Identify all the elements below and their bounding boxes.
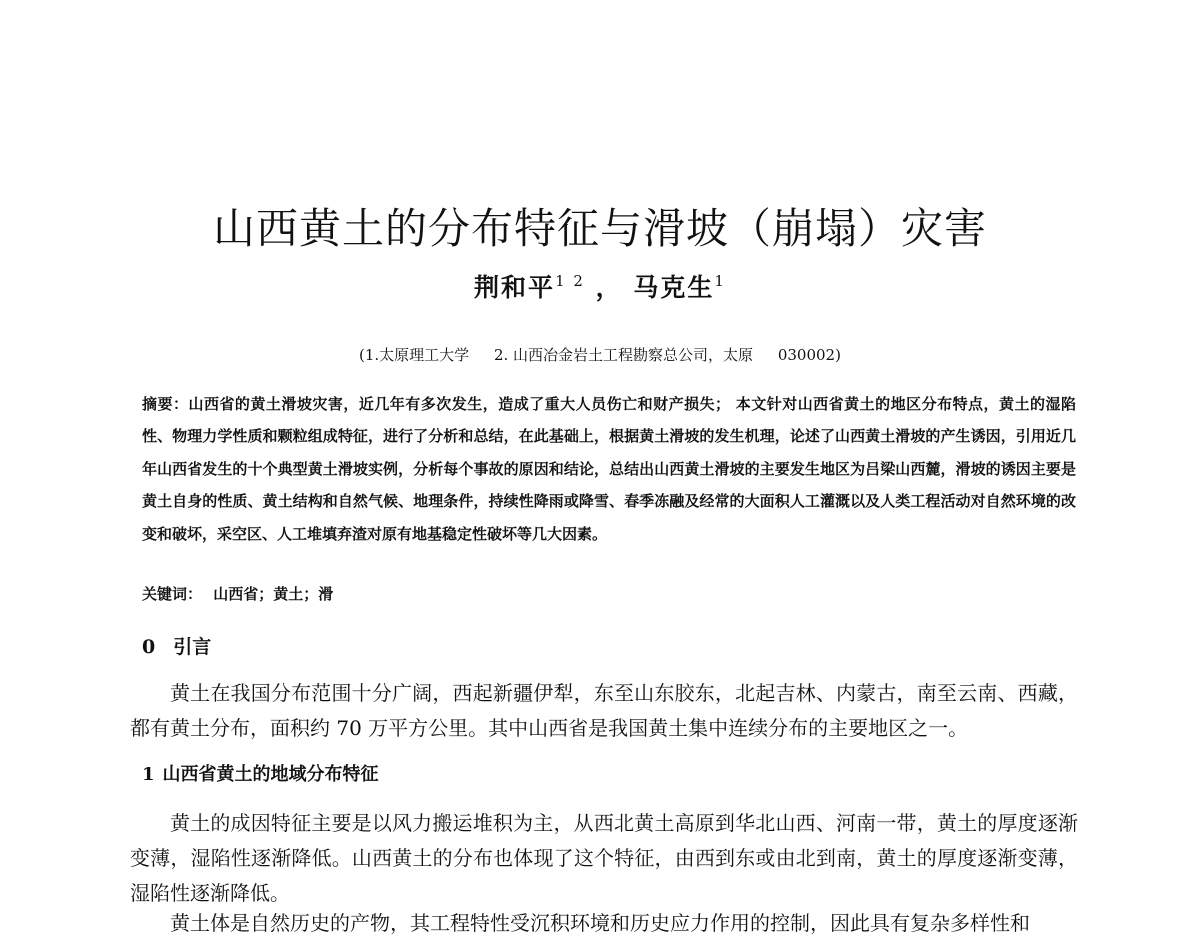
section-heading-distribution	[142, 760, 379, 786]
section-number: 0	[142, 636, 156, 658]
abstract	[142, 388, 1076, 550]
keywords-label: 关键词：	[142, 585, 203, 603]
section-number: 1	[142, 764, 155, 785]
author-separator: ，	[595, 273, 623, 302]
author-affil-sup: 1 2	[555, 272, 585, 290]
keywords-list: 山西省；黄土；滑	[213, 585, 334, 603]
section-title: 引言	[173, 636, 212, 658]
affiliation-2: 2. 山西冶金岩土工程勘察总公司，太原	[493, 346, 754, 364]
affiliation-line	[0, 344, 1200, 365]
author-line	[0, 268, 1200, 304]
author-name: 马克生	[633, 273, 715, 302]
keywords	[142, 583, 1076, 604]
body-paragraph: 黄土在我国分布范围十分广阔，西起新疆伊犁，东至山东胶东，北起吉林、内蒙古，南至云南、西藏，都有黄土分布，面积约 70 万平方公里。其中山西省是我国黄土集中连续分布的主要地区之一。	[130, 681, 1078, 740]
body-paragraph: 黄土的成因特征主要是以风力搬运堆积为主，从西北黄土高原到华北山西、河南一带，黄土的厚度逐渐变薄，湿陷性逐渐降低。山西黄土的分布也体现了这个特征，由西到东或由北到南，黄土的厚度逐渐变薄，湿陷性逐渐降低。	[130, 811, 1078, 905]
section-heading-intro	[142, 632, 211, 659]
paper-title: 山西黄土的分布特征与滑坡（崩塌）灾害	[212, 204, 987, 253]
body-paragraph: 黄土体是自然历史的产物，其工程特性受沉积环境和历史应力作用的控制，因此具有复杂多样性和	[170, 911, 1030, 935]
author-affil-sup: 1	[714, 272, 726, 290]
affiliation-1: (1.太原理工大学	[359, 346, 470, 364]
abstract-text: 山西省的黄土滑坡灾害，近几年有多次发生，造成了重大人员伤亡和财产损失； 本文针对山西省黄土的地区分布特点，黄土的湿陷性、物理力学性质和颗粒组成特征，进行了分析和总结，在此基础上，根据黄土滑坡的发生机理，论述了山西黄土滑坡的产生诱因，引用近几年山西省发生的十个典型黄土滑坡实例，分析每个事故的原因和结论，总结出山西黄土滑坡的主要发生地区为吕梁山西麓，滑坡的诱因主要是黄土自身的性质、黄土结构和自然气候、地理条件，持续性降雨或降雪、春季冻融及经常的大面积人工灌溉以及人类工程活动对自然环境的改变和破坏，采空区、人工堆填弃渣对原有地基稳定性破坏等几大因素。	[142, 395, 1076, 543]
abstract-label: 摘要：	[142, 395, 189, 413]
author-name: 荆和平	[474, 273, 556, 302]
section-title: 山西省黄土的地域分布特征	[162, 764, 379, 785]
affiliation-zip: 030002)	[777, 346, 841, 364]
